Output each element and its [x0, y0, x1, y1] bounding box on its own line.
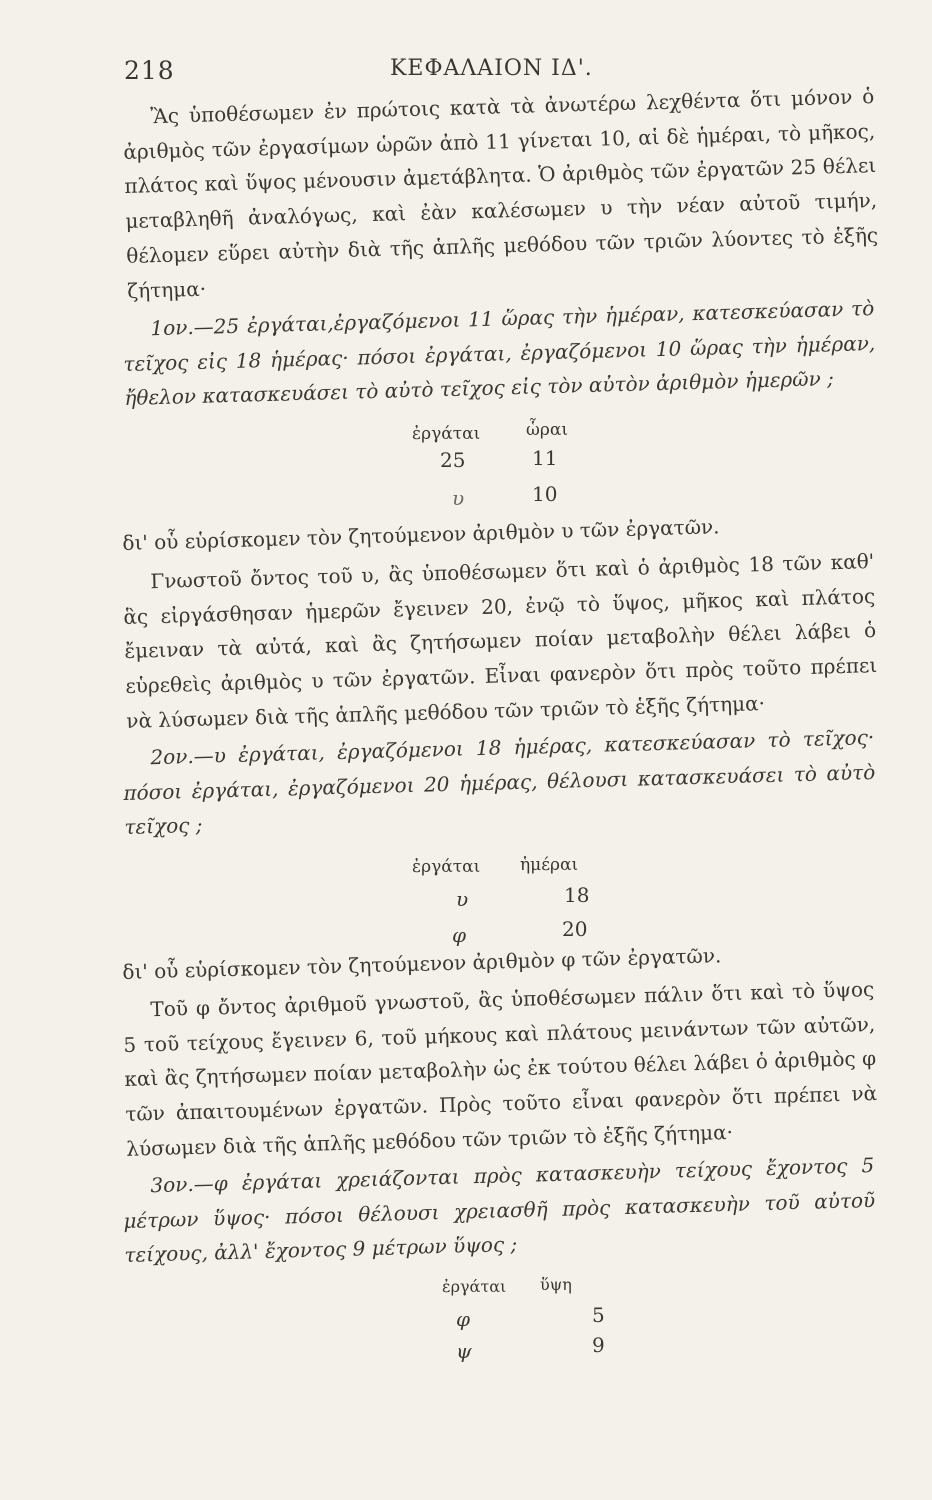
table-2-r1c2: 18	[564, 882, 590, 907]
problem-1: 1ον.—25 ἐργάται,ἐργαζόμενοι 11 ὥρας τὴν ἡμέραν, κατεσκεύασαν τὸ τεῖχος εἰς 18 ἡμέρας· πόσοι ἐργάται, ἐργαζόμενοι 10 ὥρας τὴν ἡμέραν, ἤθελον κατασκευάσει τὸ αὐτὸ τεῖχος εἰς τὸν αὐτὸν ἀριθμὸν ἡμερῶν ;	[123, 296, 876, 411]
table-3-header-workers: ἐργάται	[442, 1276, 507, 1296]
table-1-r1c2: 11	[532, 446, 558, 471]
table-1-r2c2: 10	[532, 482, 558, 507]
paragraph-3: Γνωστοῦ ὄντος τοῦ υ, ἂς ὑποθέσωμεν ὅτι καὶ ὁ ἀριθμὸς 18 τῶν καθ' ἃς εἰργάσθησαν ἡμερῶν ἔγεινεν 20, ἐνῷ τὸ ὕψος, μῆκος καὶ πλάτος ἔμειναν τὰ αὐτά, καὶ ἂς ζητήσωμεν ποίαν μεταβολὴν θέλει λάβει ὁ εὑρεθεὶς ἀριθμὸς υ τῶν ἐργατῶν. Εἶναι φανερὸν ὅτι πρὸς τοῦτο πρέπει νὰ λύσωμεν διὰ τῆς ἁπλῆς μεθόδου τῶν τριῶν τὸ ἑξῆς ζήτημα·	[123, 549, 878, 733]
paragraph-1: Ἂς ὑποθέσωμεν ἐν πρώτοις κατὰ τὰ ἀνωτέρω λεχθέντα ὅτι μόνον ὁ ἀριθμὸς τῶν ἐργασίμων ὡρῶν ἀπὸ 11 γίνεται 10, αἱ δὲ ἡμέραι, τὸ μῆκος, πλάτος καὶ ὕψος μένουσιν ἀμετάβλητα. Ὁ ἀριθμὸς τῶν ἐργατῶν 25 θέλει μεταβληθῆ ἀναλόγως, καὶ ἐὰν καλέσωμεν υ τὴν νέαν αὐτοῦ τιμήν, θέλομεν εὕρει αὐτὴν διὰ τῆς ἁπλῆς μεθόδου τῶν τριῶν λύοντες τὸ ἑξῆς ζήτημα·	[123, 84, 879, 303]
table-1-header-hours: ὧραι	[526, 420, 569, 441]
problem-3: 3ον.—φ ἐργάται χρειάζονται πρὸς κατασκευὴν τείχους ἔχοντος 5 μέτρων ὕψος· πόσοι θέλουσι χρειασθῆ πρὸς κατασκευὴν τοῦ αὐτοῦ τείχους, ἀλλ' ἔχοντος 9 μέτρων ὕψος ;	[123, 1152, 876, 1268]
table-3-r2c1: ψ	[456, 1338, 472, 1363]
paragraph-5: Τοῦ φ ὄντος ἀριθμοῦ γνωστοῦ, ἂς ὑποθέσωμεν πάλιν ὅτι καὶ τὸ ὕψος 5 τοῦ τείχους ἔγεινεν 6, τοῦ μήκους καὶ πλάτους μεινάντων τῶν αὐτῶν, καὶ ἂς ζητήσωμεν ποίαν μεταβολὴν ὡς ἐκ τούτου θέλει λάβει ὁ ἀριθμὸς φ τῶν ἀπαιτουμένων ἐργατῶν. Πρὸς τοῦτο εἶναι φανερὸν ὅτι πρέπει νὰ λύσωμεν διὰ τῆς ἁπλῆς μεθόδου τῶν τριῶν τὸ ἑξῆς ζήτημα·	[123, 977, 878, 1162]
running-head: ΚΕΦΑΛΑΙΟΝ ΙΔ'.	[390, 56, 593, 81]
table-3-r1c1: φ	[456, 1306, 471, 1331]
table-1	[122, 416, 874, 520]
table-1-header-workers: ἐργάται	[412, 424, 481, 445]
table-2	[122, 845, 874, 949]
table-2-header-workers: ἐργάται	[412, 856, 481, 877]
table-2-r2c2: 20	[562, 916, 588, 941]
table-3	[122, 1273, 874, 1365]
page-body	[122, 84, 879, 1365]
table-2-header-days: ἡμέραι	[520, 854, 579, 875]
page-number: 218	[124, 56, 175, 85]
table-2-r2c1: φ	[452, 922, 467, 947]
table-1-r1c1: 25	[440, 448, 466, 473]
table-2-r1c1: υ	[456, 886, 469, 911]
paragraph-2: δι' οὗ εὑρίσκομεν τὸν ζητούμενον ἀριθμὸν υ τῶν ἐργατῶν.	[122, 514, 720, 556]
table-3-header-heights: ὕψη	[540, 1274, 572, 1294]
paragraph-4: δι' οὗ εὑρίσκομεν τὸν ζητούμενον ἀριθμὸν φ τῶν ἐργατῶν.	[122, 942, 722, 984]
table-3-r2c2: 9	[592, 1332, 605, 1357]
problem-2: 2ον.—υ ἐργάται, ἐργαζόμενοι 18 ἡμέρας, κατεσκεύασαν τὸ τεῖχος· πόσοι ἐργάται, ἐργαζόμενοι 20 ἡμέρας, θέλουσι κατασκευάσει τὸ αὐτὸ τεῖχος ;	[123, 724, 876, 839]
table-1-r2c1: υ	[452, 486, 465, 511]
table-3-r1c2: 5	[592, 1302, 605, 1327]
